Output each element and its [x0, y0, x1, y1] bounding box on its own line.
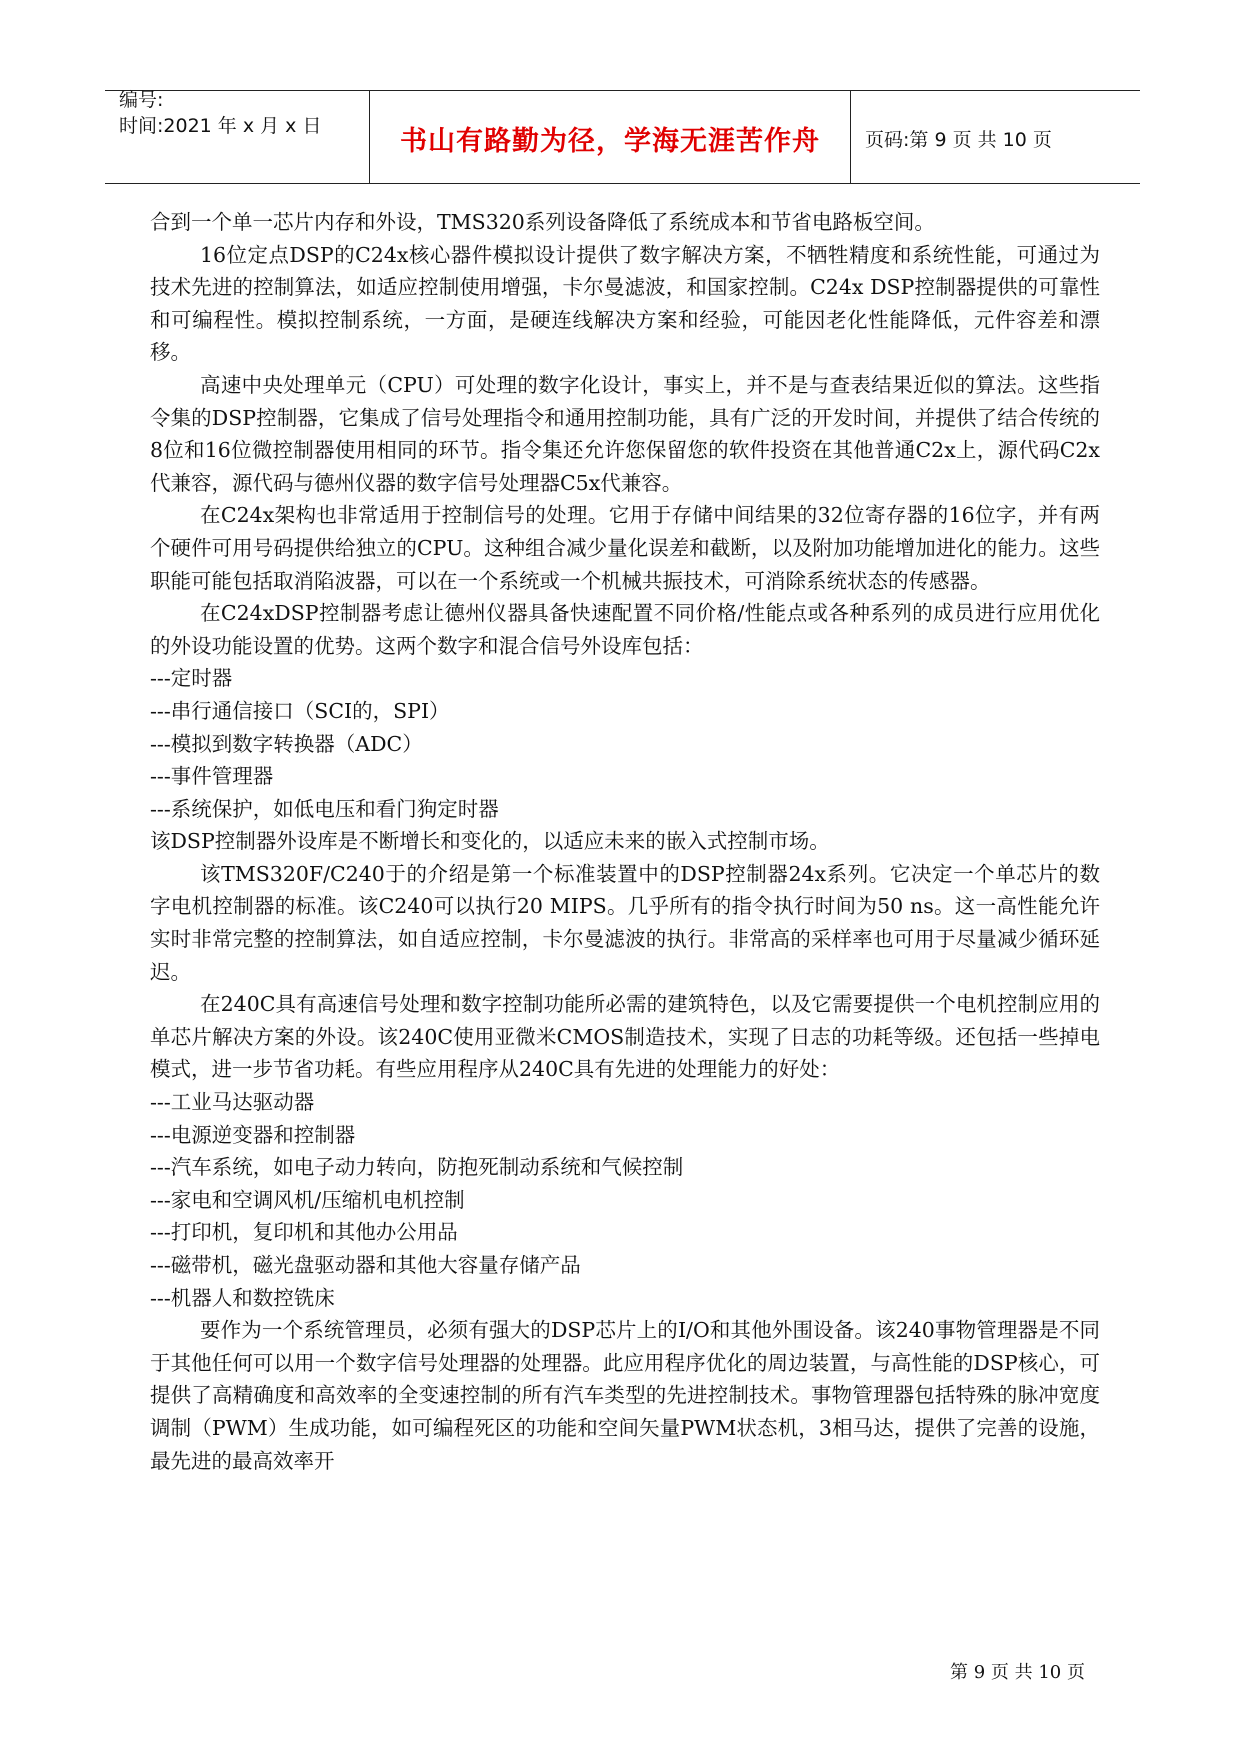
list-item: ---工业马达驱动器 — [150, 1090, 315, 1115]
page-header — [105, 90, 1140, 184]
paragraph: 在240C具有高速信号处理和数字控制功能所必需的建筑特色，以及它需要提供一个电机控制应用的单芯片解决方案的外设。该240C使用亚微米CMOS制造技术，实现了日志的功耗等级。还包括一些掉电模式，进一步节省功耗。有些应用程序从240C具有先进的处理能力的好处： — [150, 992, 1100, 1082]
document-body — [150, 206, 1100, 1477]
header-page-label: 页码:第 9 页 共 10 页 — [865, 129, 1052, 151]
page-footer: 第 9 页 共 10 页 — [950, 1662, 1085, 1683]
list-item: ---模拟到数字转换器（ADC） — [150, 731, 423, 756]
doc-number-label: 编号: — [119, 89, 164, 111]
list-item: ---家电和空调风机/压缩机电机控制 — [150, 1187, 465, 1212]
header-page-cell — [851, 91, 1140, 183]
list-item: ---定时器 — [150, 666, 233, 691]
paragraph: 16位定点DSP的C24x核心器件模拟设计提供了数字解决方案，不牺牲精度和系统性能，可通过为技术先进的控制算法，如适应控制使用增强，卡尔曼滤波，和国家控制。C24x DSP控制器提供的可靠性和可编程性。模拟控制系统，一方面，是硬连线解决方案和经验，可能因老化性能降低，元件容差和漂移。 — [150, 242, 1100, 365]
paragraph: 在C24xDSP控制器考虑让德州仪器具备快速配置不同价格/性能点或各种系列的成员进行应用优化的外设功能设置的优势。这两个数字和混合信号外设库包括： — [150, 601, 1100, 658]
paragraph: 高速中央处理单元（CPU）可处理的数字化设计，事实上，并不是与查表结果近似的算法。这些指令集的DSP控制器，它集成了信号处理指令和通用控制功能，具有广泛的开发时间，并提供了结合传统的8位和16位微控制器使用相同的环节。指令集还允许您保留您的软件投资在其他普通C2x上，源代码C2x代兼容，源代码与德州仪器的数字信号处理器C5x代兼容。 — [150, 372, 1100, 495]
list-item: ---机器人和数控铣床 — [150, 1285, 335, 1310]
doc-time-label: 时间:2021 年 x 月 x 日 — [119, 115, 322, 137]
header-motto-cell — [369, 91, 851, 183]
paragraph: 该TMS320F/C240于的介绍是第一个标准装置中的DSP控制器24x系列。它决定一个单芯片的数字电机控制器的标准。该C240可以执行20 MIPS。几乎所有的指令执行时间为50 ns。这一高性能允许实时非常完整的控制算法，如自适应控制，卡尔曼滤波的执行。非常高的采样率也可用于尽量减少循环延迟。 — [150, 861, 1100, 984]
list-item: ---事件管理器 — [150, 764, 274, 789]
paragraph: 要作为一个系统管理员，必须有强大的DSP芯片上的I/O和其他外围设备。该240事物管理器是不同于其他任何可以用一个数字信号处理器的处理器。此应用程序优化的周边装置，与高性能的DSP核心，可提供了高精确度和高效率的全变速控制的所有汽车类型的先进控制技术。事物管理器包括特殊的脉冲宽度调制（PWM）生成功能，如可编程死区的功能和空间矢量PWM状态机，3相马达，提供了完善的设施，最先进的最高效率开 — [150, 1318, 1100, 1473]
list-item: ---磁带机，磁光盘驱动器和其他大容量存储产品 — [150, 1253, 581, 1277]
list-item: ---串行通信接口（SCI的，SPI） — [150, 698, 450, 723]
header-meta-cell — [105, 91, 369, 183]
list-item: ---汽车系统，如电子动力转向，防抱死制动系统和气候控制 — [150, 1155, 684, 1180]
list-item: ---系统保护，如低电压和看门狗定时器 — [150, 796, 499, 821]
header-motto: 书山有路勤为径，学海无涯苦作舟 — [400, 126, 820, 157]
paragraph: 在C24x架构也非常适用于控制信号的处理。它用于存储中间结果的32位寄存器的16位字，并有两个硬件可用号码提供给独立的CPU。这种组合减少量化误差和截断，以及附加功能增加进化的能力。这些职能可能包括取消陷波器，可以在一个系统或一个机械共振技术，可消除系统状态的传感器。 — [150, 503, 1100, 593]
list-item: ---打印机，复印机和其他办公用品 — [150, 1220, 458, 1245]
list-item: ---电源逆变器和控制器 — [150, 1122, 356, 1147]
paragraph: 该DSP控制器外设库是不断增长和变化的，以适应未来的嵌入式控制市场。 — [150, 829, 830, 854]
paragraph: 合到一个单一芯片内存和外设，TMS320系列设备降低了系统成本和节省电路板空间。 — [150, 210, 935, 234]
